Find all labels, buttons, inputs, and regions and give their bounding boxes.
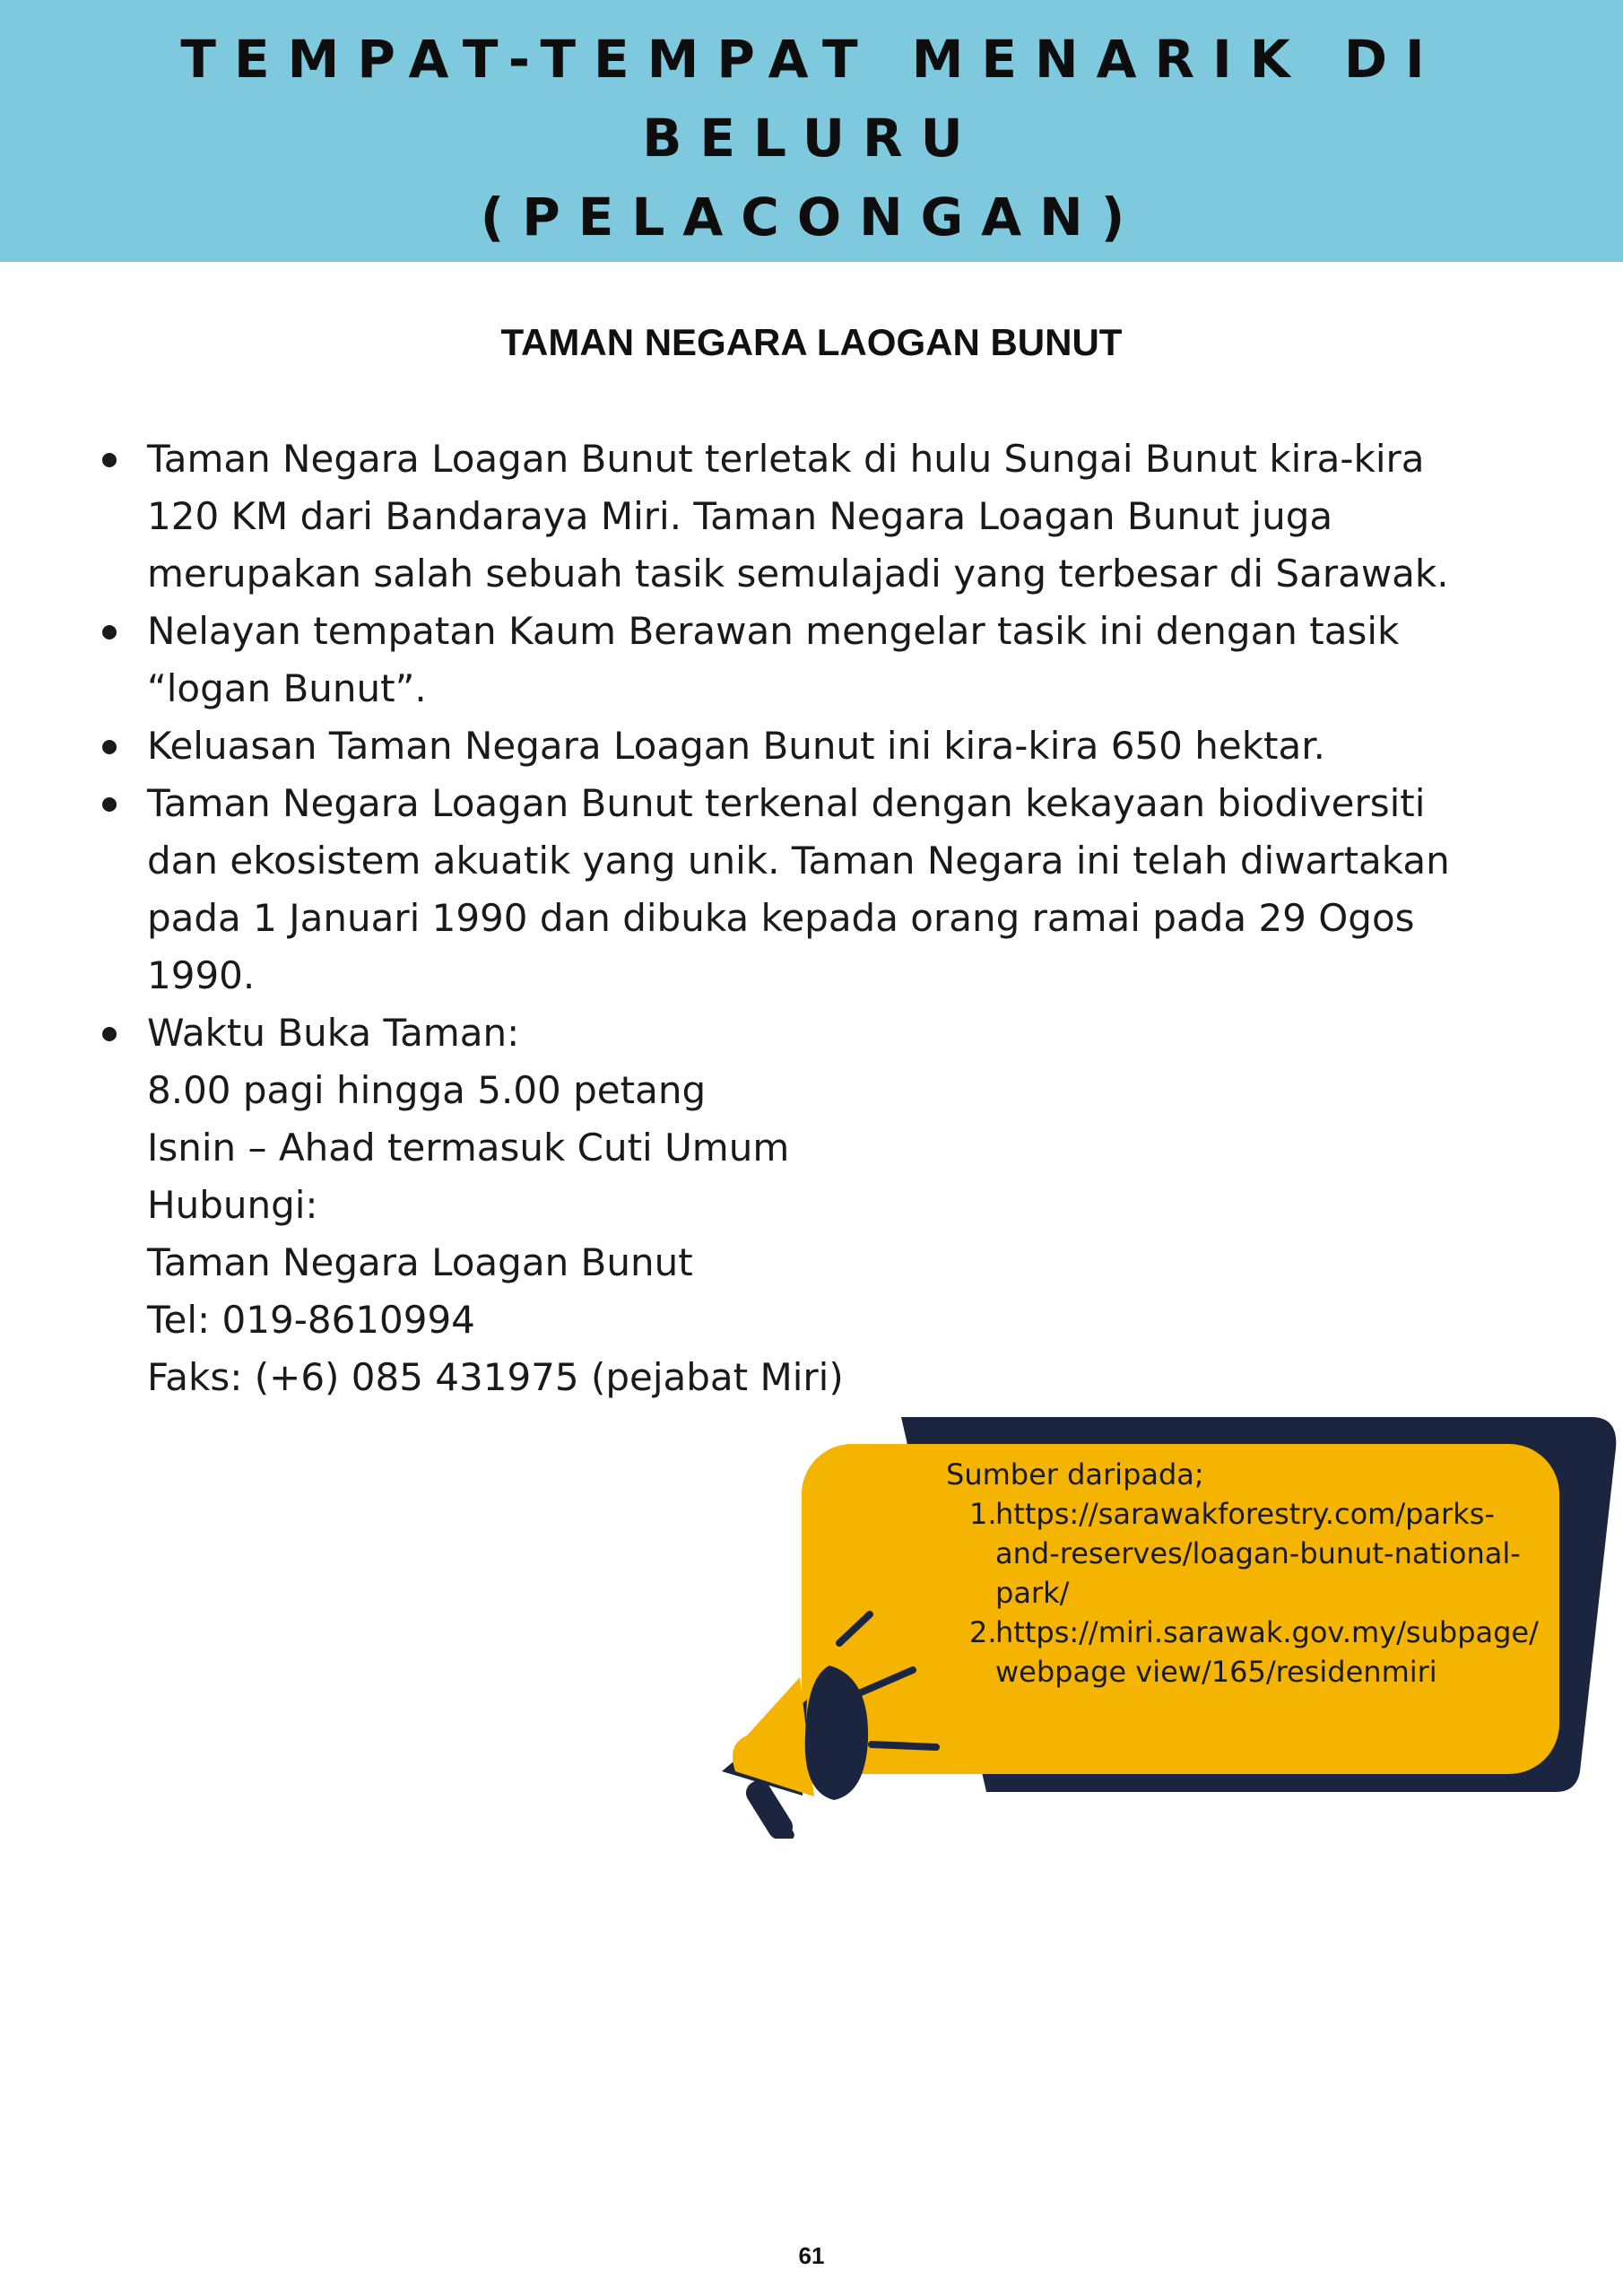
list-item-line: Taman Negara Loagan Bunut terletak di hulu Sungai Bunut kira-kira — [147, 437, 1425, 481]
header-banner — [0, 0, 1623, 262]
source-number: 1. — [969, 1497, 997, 1531]
list-item-line: Nelayan tempatan Kaum Berawan mengelar tasik ini dengan tasik — [147, 609, 1400, 653]
source-link-line: webpage view/165/residenmiri — [995, 1655, 1437, 1689]
source-item — [946, 1613, 1538, 1692]
contact-name: Taman Negara Loagan Bunut — [147, 1240, 693, 1284]
page-title-line: BELURU — [642, 108, 981, 169]
list-item-contact — [90, 1004, 1524, 1406]
list-item-line: Keluasan Taman Negara Loagan Bunut ini kira-kira 650 hektar. — [147, 724, 1325, 768]
source-number: 2. — [969, 1615, 997, 1649]
list-item-line: merupakan salah sebuah tasik semulajadi yang terbesar di Sarawak. — [147, 552, 1449, 596]
source-link-line: and-reserves/loagan-bunut-national- — [995, 1536, 1521, 1570]
bullet-dot — [102, 453, 117, 467]
list-item-line: pada 1 Januari 1990 dan dibuka kepada orang ramai pada 29 Ogos — [147, 896, 1415, 940]
contact-fax: Faks: (+6) 085 431975 (pejabat Miri) — [147, 1355, 844, 1399]
info-list — [90, 430, 1524, 1406]
page-title — [0, 20, 1623, 257]
list-item-line: “logan Bunut”. — [147, 666, 427, 710]
bullet-dot — [102, 740, 117, 754]
opening-hours: 8.00 pagi hingga 5.00 petang — [147, 1068, 707, 1112]
list-item-line: 120 KM dari Bandaraya Miri. Taman Negara Loagan Bunut juga — [147, 494, 1333, 538]
source-link-line: https://sarawakforestry.com/parks- — [995, 1497, 1495, 1531]
source-link-line: park/ — [995, 1576, 1070, 1610]
sources-text — [946, 1455, 1538, 1692]
opening-hours-label: Waktu Buka Taman: — [147, 1011, 520, 1055]
source-link-line: https://miri.sarawak.gov.my/subpage/ — [995, 1615, 1539, 1649]
page-title-line: (PELACONGAN) — [480, 187, 1143, 248]
list-item-line: dan ekosistem akuatik yang unik. Taman Negara ini telah diwartakan — [147, 839, 1450, 883]
list-item-line: Taman Negara Loagan Bunut terkenal dengan kekayaan biodiversiti — [147, 781, 1426, 825]
list-item-line: 1990. — [147, 953, 256, 997]
sources-list — [946, 1494, 1538, 1692]
section-title: TAMAN NEGARA LAOGAN BUNUT — [500, 321, 1123, 363]
bullet-dot — [102, 1027, 117, 1041]
list-item — [90, 718, 1524, 775]
contact-label: Hubungi: — [147, 1183, 318, 1227]
list-item — [90, 775, 1524, 1004]
source-item — [946, 1494, 1538, 1613]
sources-heading: Sumber daripada; — [946, 1457, 1204, 1492]
list-item — [90, 430, 1524, 603]
opening-days: Isnin – Ahad termasuk Cuti Umum — [147, 1126, 790, 1170]
contact-phone: Tel: 019-8610994 — [147, 1298, 475, 1342]
bullet-dot — [102, 625, 117, 639]
page-title-line: TEMPAT-TEMPAT MENARIK DI — [180, 29, 1443, 90]
page-number: 61 — [798, 2242, 825, 2269]
list-item — [90, 603, 1524, 718]
bullet-dot — [102, 797, 117, 812]
